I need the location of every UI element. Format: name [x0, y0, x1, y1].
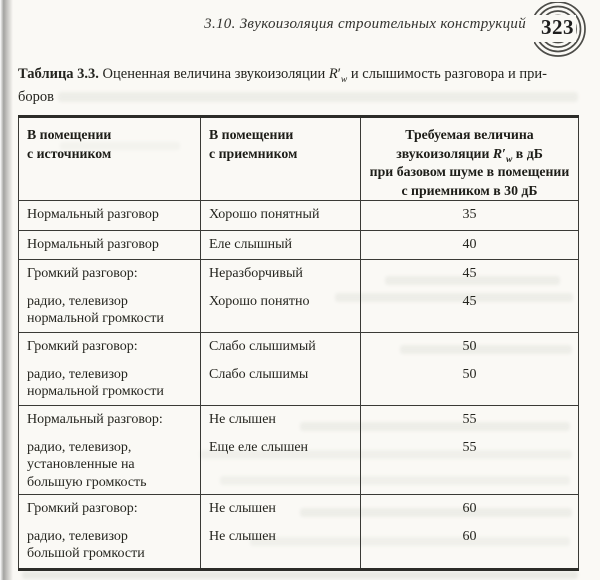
table-row	[19, 231, 579, 260]
insulation-value: 60	[462, 528, 477, 544]
source-line: Громкий разговор:	[27, 339, 138, 354]
source-line: большой громкости	[27, 546, 145, 561]
source-continuation	[27, 439, 196, 492]
source-line: Громкий разговор:	[27, 266, 138, 281]
w-subscript: w	[506, 154, 513, 165]
cell-required-value	[361, 406, 579, 495]
cell-source-room	[19, 333, 201, 406]
cell-required-value	[361, 231, 579, 260]
cell-required-value	[361, 495, 579, 570]
insulation-value: 50	[462, 366, 477, 382]
receiver-line: Еще еле слышен	[209, 439, 309, 455]
source-line: радио, телевизор,	[27, 439, 132, 455]
ghost-text-smudge	[22, 571, 578, 579]
w-subscript: w	[340, 74, 348, 85]
source-line: нормальной громкости	[27, 311, 164, 326]
header-line: В помещении	[209, 127, 294, 142]
header-line	[365, 145, 574, 164]
cell-required-value	[361, 333, 579, 406]
chapter-title: 3.10. Звукоизоляция строительных конструкций	[204, 16, 526, 32]
cell-source-room	[19, 406, 201, 495]
cell-required-value	[361, 260, 579, 333]
table-row	[19, 406, 579, 495]
cell-source-room	[19, 201, 201, 231]
receiver-line: Не слышен	[209, 528, 276, 544]
caption-line2: боров	[18, 89, 54, 105]
cell-receiver-room	[201, 201, 361, 231]
cell-source-room	[19, 231, 201, 260]
header-receiver-room	[201, 117, 361, 201]
header-line: с приемником в 30 дБ	[401, 182, 538, 198]
source-line: нормальной громкости	[27, 384, 164, 399]
insulation-value: 50	[462, 339, 477, 354]
receiver-line: Хорошо понятный	[209, 207, 320, 222]
table-row	[19, 201, 579, 231]
header-line: при базовом шуме в помещении	[369, 164, 570, 179]
header-required-insulation	[361, 117, 579, 201]
cell-source-room	[19, 495, 201, 570]
source-line: Нормальный разговор:	[27, 412, 163, 427]
cell-source-room	[19, 260, 201, 333]
source-line: Громкий разговор:	[27, 501, 138, 516]
receiver-line: Слабо слышимый	[209, 339, 316, 354]
insulation-value: 55	[462, 412, 477, 427]
r-symbol: R	[328, 66, 338, 82]
running-head	[0, 16, 526, 33]
source-continuation	[27, 528, 196, 563]
source-line: установленные на	[27, 457, 135, 472]
source-line: Нормальный разговор	[27, 237, 159, 252]
source-line: радио, телевизор	[27, 366, 128, 382]
table-row	[19, 495, 579, 570]
table-header-row	[19, 117, 579, 201]
prime-mark: ′	[337, 66, 341, 82]
page-number: 323	[541, 15, 574, 39]
header-line: с приемником	[209, 145, 298, 161]
source-continuation	[27, 293, 196, 328]
scan-gutter-shadow	[0, 0, 13, 580]
insulation-value: 40	[462, 237, 477, 252]
r-symbol: R	[492, 145, 503, 161]
table-caption	[18, 63, 582, 109]
sound-insulation-table	[18, 115, 579, 571]
header-text: звукоизоляции	[396, 145, 493, 161]
source-line: радио, телевизор	[27, 293, 128, 309]
cell-receiver-room	[201, 231, 361, 260]
header-line: В помещении	[27, 127, 112, 142]
caption-text: Оцененная величина звукоизоляции	[98, 66, 329, 82]
header-source-room	[19, 117, 201, 201]
receiver-line: Еле слышный	[209, 237, 293, 252]
insulation-value: 55	[462, 439, 477, 455]
receiver-line: Слабо слышимы	[209, 366, 309, 382]
insulation-value: 60	[462, 501, 477, 516]
source-line: Нормальный разговор	[27, 207, 159, 222]
source-continuation	[27, 366, 196, 401]
receiver-line: Не слышен	[209, 501, 276, 516]
cell-receiver-room	[201, 260, 361, 333]
cell-receiver-room	[201, 333, 361, 406]
cell-receiver-room	[201, 495, 361, 570]
cell-receiver-room	[201, 406, 361, 495]
source-line: радио, телевизор	[27, 528, 128, 544]
table-row	[19, 333, 579, 406]
insulation-value: 35	[462, 207, 477, 222]
receiver-line: Не слышен	[209, 412, 276, 427]
header-text: в дБ	[512, 145, 543, 161]
cell-required-value	[361, 201, 579, 231]
prime-mark: ′	[502, 145, 507, 161]
header-line: Требуемая величина	[405, 127, 534, 142]
source-line: большую громкость	[27, 474, 147, 490]
receiver-line: Хорошо понятно	[209, 293, 310, 309]
table-row	[19, 260, 579, 333]
header-line: с источником	[27, 145, 112, 161]
page-number-badge	[534, 2, 598, 58]
caption-text-after: и слышимость разговора и при-	[347, 66, 547, 82]
insulation-value: 45	[462, 266, 477, 281]
caption-label: Таблица 3.3.	[18, 66, 99, 82]
receiver-line: Неразборчивый	[209, 266, 303, 281]
insulation-value: 45	[462, 293, 477, 309]
